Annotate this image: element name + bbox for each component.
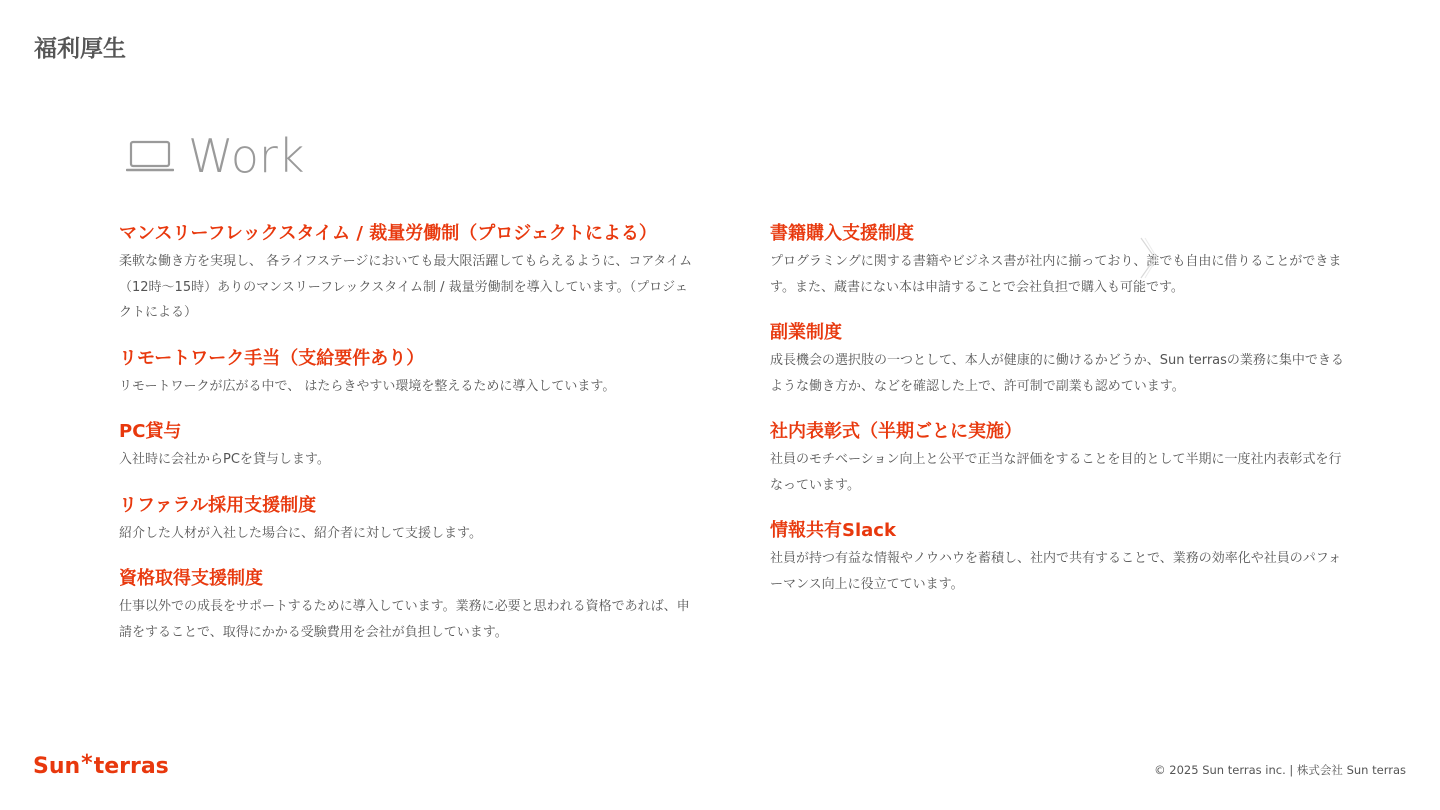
benefit-title: PC貸与 bbox=[119, 421, 182, 442]
benefit-title: リファラル採用支援制度 bbox=[119, 494, 317, 516]
benefit-title: 書籍購入支援制度 bbox=[770, 223, 914, 244]
benefit-title: 副業制度 bbox=[770, 322, 842, 343]
page-title: 福利厚生 bbox=[34, 36, 126, 62]
benefit-item bbox=[119, 221, 699, 326]
benefit-title: 資格取得支援制度 bbox=[119, 568, 263, 589]
benefit-description: 社員のモチベーション向上と公平で正当な評価をすることを目的として半期に一度社内表彰式を行なっています。 bbox=[770, 452, 1342, 493]
logo-text-sun: Sun bbox=[33, 754, 81, 779]
logo-star: * bbox=[81, 751, 93, 776]
benefit-item bbox=[770, 419, 1350, 498]
section-title: Work bbox=[188, 129, 305, 183]
benefit-title: 情報共有Slack bbox=[770, 520, 896, 541]
benefit-description: 成長機会の選択肢の一つとして、本人が健康的に働けるかどうか、Sun terrasの業務に集中できるような働き方か、などを確認した上で、許可制で副業も認めています。 bbox=[770, 353, 1344, 394]
copyright-text: © 2025 Sun terras inc. | 株式会社 Sun terras bbox=[1154, 763, 1406, 777]
benefit-description: リモートワークが広がる中で、 はたらきやすい環境を整えるために導入しています。 bbox=[119, 378, 616, 394]
benefit-item bbox=[119, 419, 699, 473]
logo-text-terras: terras bbox=[93, 754, 169, 779]
benefit-title: 社内表彰式（半期ごとに実施） bbox=[770, 421, 1022, 442]
benefit-item bbox=[119, 346, 699, 400]
benefit-description: 社員が持つ有益な情報やノウハウを蓄積し、社内で共有することで、業務の効率化や社員のパフォーマンス向上に役立てています。 bbox=[770, 551, 1342, 592]
left-column bbox=[119, 221, 699, 665]
benefit-item bbox=[770, 518, 1350, 597]
benefit-item bbox=[770, 320, 1350, 399]
benefit-item bbox=[119, 493, 699, 547]
benefit-description: 柔軟な働き方を実現し、 各ライフステージにおいても最大限活躍してもらえるように、コアタイム（12時〜15時）ありのマンスリーフレックスタイム制 / 裁量労働制を導入しています。（プロジェクトによる） bbox=[119, 254, 693, 320]
chevron-right-icon bbox=[1138, 236, 1158, 280]
benefit-description: 仕事以外での成長をサポートするために導入しています。業務に必要と思われる資格であれば、申請をすることで、取得にかかる受験費用を会社が負担しています。 bbox=[119, 599, 690, 640]
right-column bbox=[770, 221, 1350, 617]
benefit-title: マンスリーフレックスタイム / 裁量労働制（プロジェクトによる） bbox=[119, 223, 657, 244]
benefit-description: プログラミングに関する書籍やビジネス書が社内に揃っており、誰でも自由に借りることができます。また、蔵書にない本は申請することで会社負担で購入も可能です。 bbox=[770, 254, 1342, 295]
company-logo bbox=[33, 751, 169, 779]
benefit-item bbox=[119, 566, 699, 645]
benefit-description: 入社時に会社からPCを貸与します。 bbox=[119, 452, 330, 467]
benefit-title: リモートワーク手当（支給要件あり） bbox=[119, 347, 425, 369]
laptop-icon bbox=[126, 136, 174, 176]
benefit-item bbox=[770, 221, 1350, 300]
benefit-description: 紹介した人材が入社した場合に、紹介者に対して支援します。 bbox=[119, 525, 482, 541]
section-header bbox=[126, 126, 304, 186]
